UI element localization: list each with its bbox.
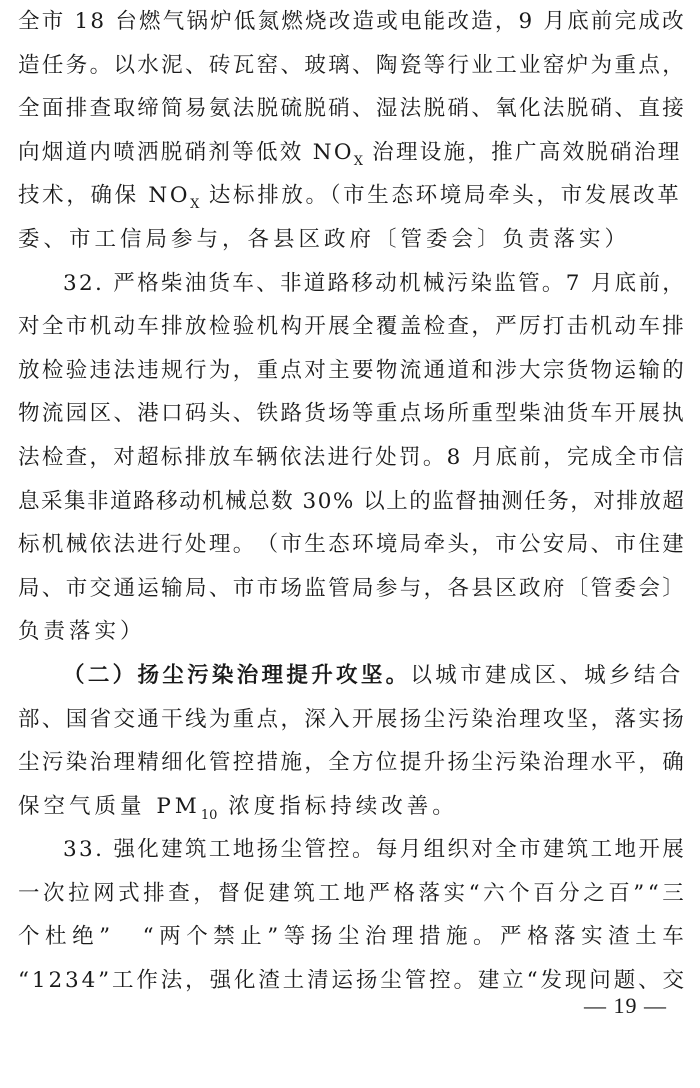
text-segment: [18, 785, 458, 829]
text-line: 物 流 园 区 、 港 口 码 头 、 铁 路 货 场 等 重 点 场 所 重 型 柴 油 货 车 开 展 执: [18, 401, 684, 427]
text-line: 放 检 验 违 法 违 规 行 为 ， 重 点 对 主 要 物 流 通 道 和 涉 大 宗 货 物 运 输 的: [18, 357, 684, 383]
item-32-first-line: 3 2 . 严 格 柴 油 货 车 、 非 道 路 移 动 机 械 污 染 监 管 。 7 月 底 前 ，: [63, 270, 684, 296]
text-line: 全 面 排 查 取 缔 简 易 氨 法 脱 硫 脱 硝 、 湿 法 脱 硝 、 氧 化 法 脱 硝 、 直 接: [18, 96, 684, 122]
text-line: 标 机 械 依 法 进 行 处 理 。 （ 市 生 态 环 境 局 牵 头 ， 市 公 安 局 、 市 住 建: [18, 532, 684, 558]
subscript: X: [190, 197, 200, 213]
text-line-nox: [18, 131, 684, 175]
text-line: 局 、 市 交 通 运 输 局 、 市 市 场 监 管 局 参 与 ， 各 县 区 政 府 〔 管 委 会 〕: [18, 575, 684, 601]
section-heading-line: [18, 654, 684, 698]
text-line: 对 全 市 机 动 车 排 放 检 验 机 构 开 展 全 覆 盖 检 查 ， 严 厉 打 击 机 动 车 排: [18, 314, 684, 340]
text-line-pm10: [18, 785, 684, 829]
text-line: 息 采 集 非 道 路 移 动 机 械 总 数 3 0 % 以 上 的 监 督 抽 测 任 务 ， 对 排 放 超: [18, 488, 684, 514]
page-number: — 19 —: [584, 993, 667, 1018]
text-segment: [18, 131, 682, 175]
document-page: [18, 0, 684, 1003]
text-line: 造 任 务 。 以 水 泥 、 砖 瓦 窑 、 玻 璃 、 陶 瓷 等 行 业 工 业 窑 炉 为 重 点 ，: [18, 52, 684, 78]
text-line: “ 1 2 3 4 ” 工 作 法 ， 强 化 渣 土 清 运 扬 尘 管 控 。 建 立 “ 发 现 问 题 、 交: [18, 968, 684, 994]
text-line: 一 次 拉 网 式 排 查 ， 督 促 建 筑 工 地 严 格 落 实 “ 六 个 百 分 之 百 ” “ 三: [18, 880, 684, 906]
text-line: 法 检 查 ， 对 超 标 排 放 车 辆 依 法 进 行 处 罚 。 8 月 底 前 ， 完 成 全 市 信: [18, 444, 684, 470]
text-line: 全 市 1 8 台 燃 气 锅 炉 低 氮 燃 烧 改 造 或 电 能 改 造 ， 9 月 底 前 完 成 改: [18, 9, 684, 34]
text-after: 治理设施，推广高效脱硝治理: [363, 139, 682, 165]
text-line: 部 、 国 省 交 通 干 线 为 重 点 ， 深 入 开 展 扬 尘 污 染 治 理 攻 坚 ， 落 实 扬: [18, 706, 684, 732]
text-line: 尘 污 染 治 理 精 细 化 管 控 措 施 ， 全 方 位 提 升 扬 尘 污 染 治 理 水 平 ， 确: [18, 750, 684, 776]
text-before: 技术，确保 NO: [18, 183, 191, 209]
text-line: 委、市工信局参与，各县区政府〔管委会〕负责落实）: [18, 226, 631, 252]
section-heading: （二）扬尘污染治理提升攻坚。: [63, 662, 411, 688]
text-segment: [18, 174, 681, 218]
subscript: X: [353, 153, 364, 169]
text-line: 个 杜 绝 ” “ 两 个 禁 止 ” 等 扬 尘 治 理 措 施 。 严 格 落 实 渣 土 车: [18, 924, 684, 950]
text-before: 保空气质量 PM: [18, 793, 201, 819]
item-33-first-line: 3 3 . 强 化 建 筑 工 地 扬 尘 管 控 。 每 月 组 织 对 全 市 建 筑 工 地 开 展: [63, 837, 684, 863]
section-intro: 以城市建成区、城乡结合: [410, 662, 684, 688]
subscript: 10: [200, 807, 218, 823]
text-after: 浓度指标持续改善。: [217, 793, 458, 819]
text-line: 负责落实）: [18, 619, 146, 645]
text-after: 达标排放。（市生态环境局牵头，市发展改革: [199, 183, 682, 209]
text-before: 向烟道内喷洒脱硝剂等低效 NO: [18, 139, 354, 165]
text-line-nox: [18, 174, 684, 218]
text-segment: [63, 654, 684, 698]
